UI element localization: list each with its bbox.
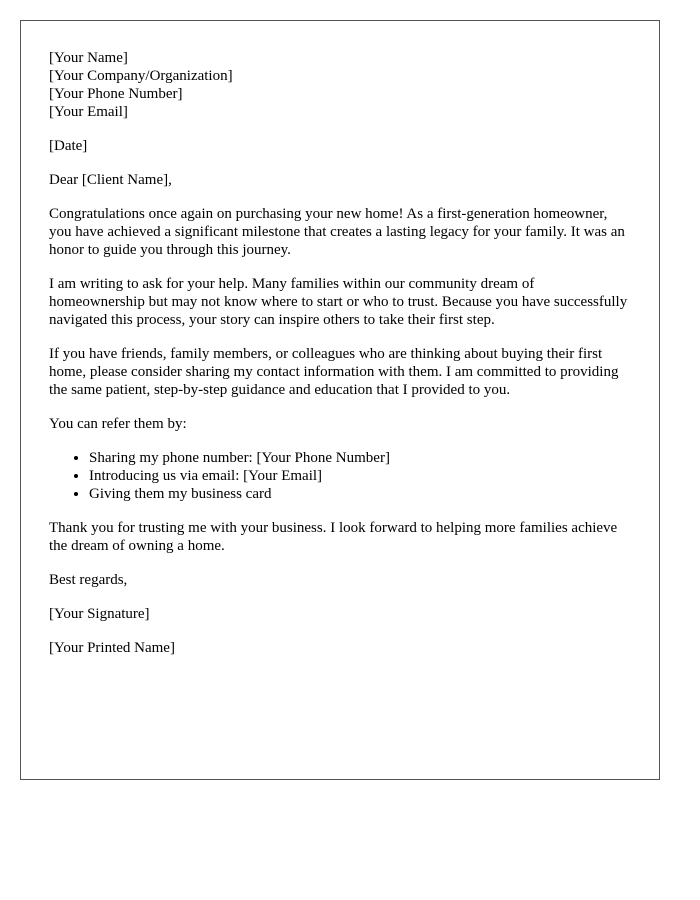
- sender-block: [49, 49, 629, 121]
- letter-date: [Date]: [49, 138, 88, 154]
- printed-name: [Your Printed Name]: [49, 640, 175, 656]
- list-item: • Introducing us via email: [Your Email]: [89, 467, 629, 485]
- referral-methods-list: [49, 449, 629, 503]
- sender-phone: [Your Phone Number]: [49, 86, 183, 102]
- list-item: • Sharing my phone number: [Your Phone Number]: [89, 449, 629, 467]
- sender-name: [Your Name]: [49, 50, 128, 66]
- paragraph-congratulations: Congratulations once again on purchasing your new home! As a first-generation homeowner, you have achieved a significant milestone that creates a lasting legacy for your family. It was an honor to guide you through this journey.: [49, 206, 625, 258]
- sender-company: [Your Company/Organization]: [49, 68, 233, 84]
- paragraph-referral-intro: You can refer them by:: [49, 416, 187, 432]
- sender-email: [Your Email]: [49, 104, 128, 120]
- paragraph-request: I am writing to ask for your help. Many families within our community dream of homeownership but may not know where to start or who to trust. Because you have successfully navigated this process, your story can inspire others to take their first step.: [49, 276, 628, 328]
- letter-page: [20, 20, 660, 780]
- closing-paragraph: Thank you for trusting me with your business. I look forward to helping more families achieve the dream of owning a home.: [49, 520, 618, 554]
- letter-content: [49, 49, 629, 673]
- sign-off: Best regards,: [49, 572, 128, 588]
- signature: [Your Signature]: [49, 606, 150, 622]
- salutation: Dear [Client Name],: [49, 172, 172, 188]
- paragraph-referral-invitation: If you have friends, family members, or colleagues who are thinking about buying their first home, please consider sharing my contact information with them. I am committed to providing the same patient, step-by-step guidance and education that I provided to you.: [49, 346, 619, 398]
- list-item: • Giving them my business card: [89, 485, 629, 503]
